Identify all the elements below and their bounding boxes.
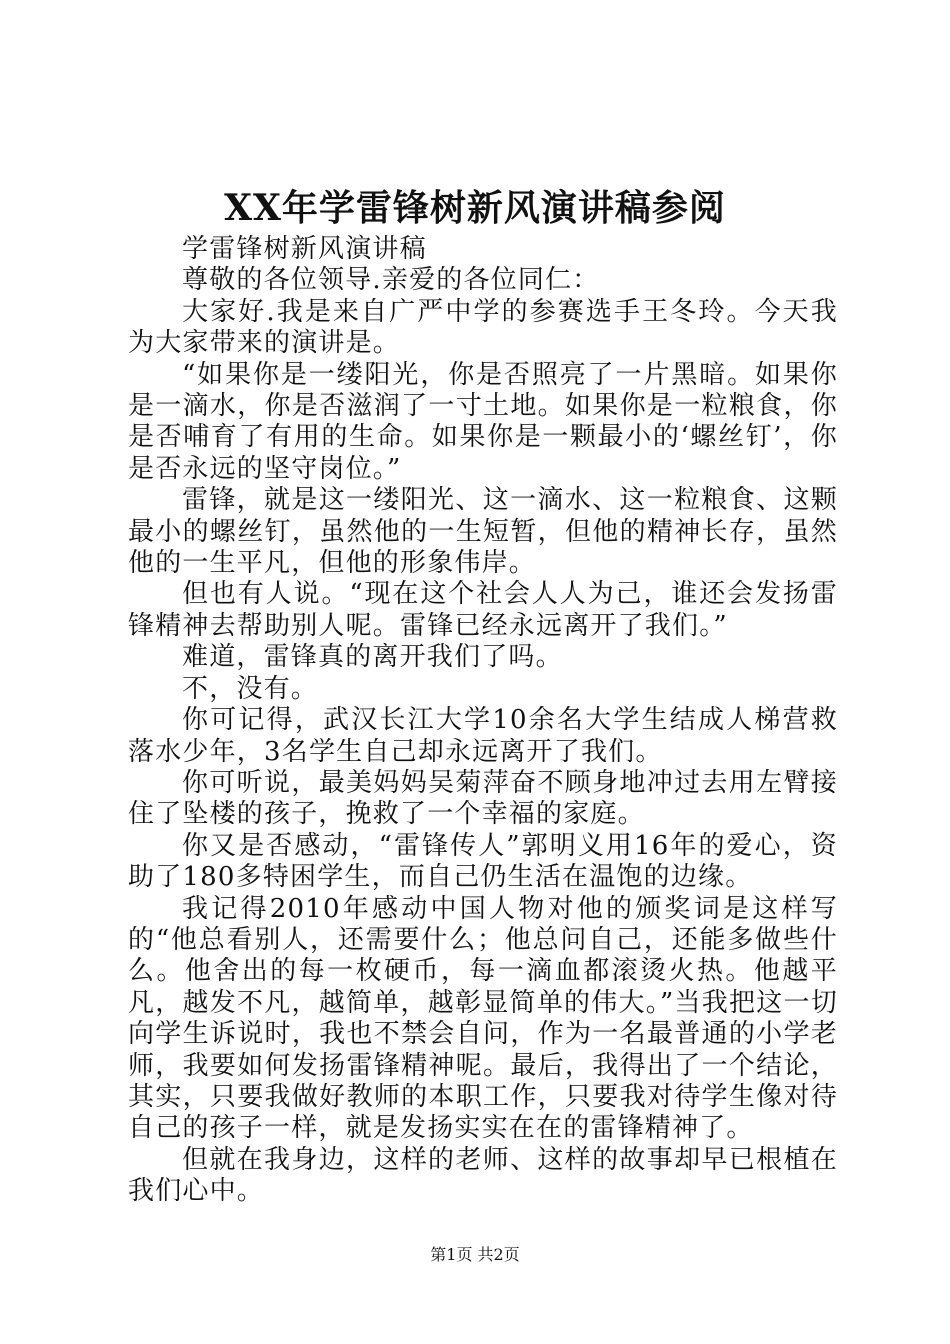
paragraph: 你可记得，武汉长江大学10余名大学生结成人梯营救落水少年，3名学生自己却永远离开了我们。 bbox=[128, 705, 838, 767]
paragraph: 我记得2010年感动中国人物对他的颁奖词是这样写的“他总看别人，还需要什么；他总问自己，还能多做些什么。他舍出的每一枚硬币，每一滴血都滚烫火热。他越平凡，越发不凡，越简单，越彰显简单的伟大。”当我把这一切向学生诉说时，我也不禁会自问，作为一名最普通的小学老师，我要如何发扬雷锋精神呢。最后，我得出了一个结论，其实，只要我做好教师的本职工作，只要我对待学生像对待自己的孩子一样，就是发扬实实在在的雷锋精神了。 bbox=[128, 893, 838, 1144]
paragraph: 不，没有。 bbox=[182, 673, 319, 704]
document-body bbox=[128, 234, 838, 1208]
paragraph: 你可听说，最美妈妈吴菊萍奋不顾身地冲过去用左臂接住了坠楼的孩子，挽救了一个幸福的家庭。 bbox=[128, 767, 838, 830]
page-footer bbox=[0, 1244, 950, 1266]
paragraph-salutation: 尊敬的各位领导.亲爱的各位同仁： bbox=[182, 265, 600, 296]
document-title: XX年学雷锋树新风演讲稿参阅 bbox=[224, 187, 726, 229]
page-indicator: 第1页 共2页 bbox=[430, 1245, 520, 1264]
paragraph: 难道，雷锋真的离开我们了吗。 bbox=[182, 642, 563, 673]
paragraph: 但也有人说。“现在这个社会人人为己，谁还会发扬雷锋精神去帮助别人呢。雷锋已经永远离开了我们。” bbox=[128, 579, 838, 641]
paragraph: 你又是否感动，“雷锋传人”郭明义用16年的爱心，资助了180多特困学生，而自己仍生活在温饱的边缘。 bbox=[128, 830, 838, 893]
paragraph: 雷锋，就是这一缕阳光、这一滴水、这一粒粮食、这颗最小的螺丝钉，虽然他的一生短暂，但他的精神长存，虽然他的一生平凡，但他的形象伟岸。 bbox=[128, 485, 838, 579]
paragraph: “如果你是一缕阳光，你是否照亮了一片黑暗。如果你是一滴水，你是否滋润了一寸土地。如果你是一粒粮食，你是否哺育了有用的生命。如果你是一颗最小的‘螺丝钉’，你是否永远的坚守岗位。” bbox=[128, 359, 838, 484]
paragraph: 但就在我身边，这样的老师、这样的故事却早已根植在我们心中。 bbox=[128, 1144, 838, 1207]
paragraph-subtitle: 学雷锋树新风演讲稿 bbox=[182, 234, 427, 264]
paragraph: 大家好.我是来自广严中学的参赛选手王冬玲。今天我为大家带来的演讲是。 bbox=[128, 296, 838, 359]
